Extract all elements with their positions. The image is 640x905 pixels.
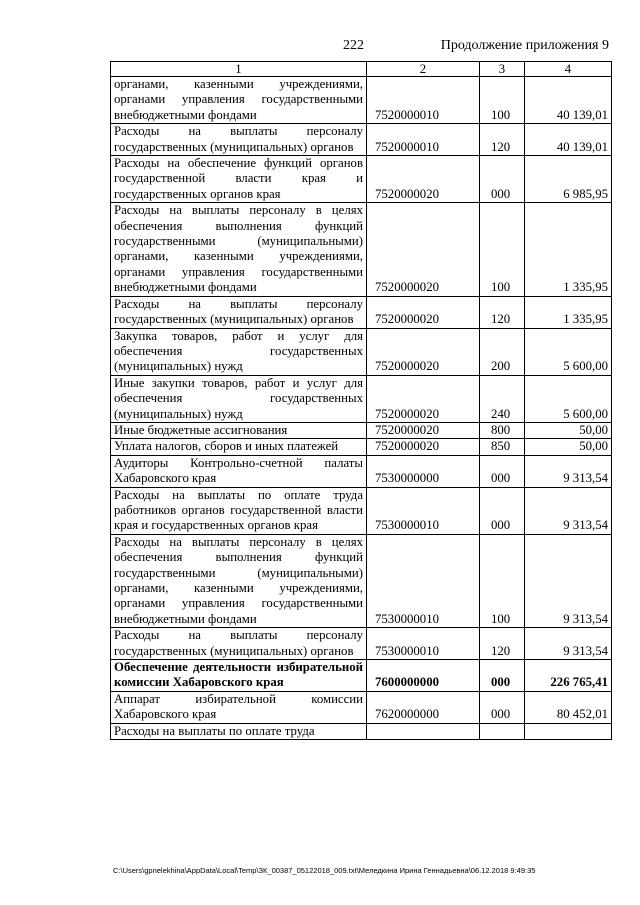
row-description: Уплата налогов, сборов и иных платежей [111, 439, 367, 455]
row-expense-type: 000 [480, 660, 525, 692]
row-target-code: 7520000020 [367, 296, 480, 328]
row-amount [525, 723, 612, 739]
row-description: Расходы на выплаты по оплате труда [111, 723, 367, 739]
row-amount: 1 335,95 [525, 203, 612, 296]
row-target-code: 7520000010 [367, 124, 480, 156]
row-expense-type: 120 [480, 628, 525, 660]
row-amount: 1 335,95 [525, 296, 612, 328]
row-amount: 40 139,01 [525, 124, 612, 156]
row-amount: 50,00 [525, 422, 612, 438]
table-row [111, 77, 612, 124]
row-target-code: 7520000020 [367, 203, 480, 296]
column-header: 2 [367, 62, 480, 77]
row-expense-type: 100 [480, 77, 525, 124]
table-row [111, 124, 612, 156]
table-row [111, 455, 612, 487]
row-target-code: 7530000010 [367, 628, 480, 660]
row-expense-type: 850 [480, 439, 525, 455]
row-target-code: 7530000010 [367, 487, 480, 534]
table-row [111, 156, 612, 203]
row-expense-type: 000 [480, 156, 525, 203]
row-description: органами, казенными учреждениями, органами управления государственными внебюджетными фондами [111, 77, 367, 124]
row-amount: 9 313,54 [525, 455, 612, 487]
row-target-code: 7520000020 [367, 422, 480, 438]
row-expense-type [480, 723, 525, 739]
table-row [111, 203, 612, 296]
column-header: 3 [480, 62, 525, 77]
table-row [111, 628, 612, 660]
table-row [111, 296, 612, 328]
row-amount: 9 313,54 [525, 534, 612, 627]
row-amount: 9 313,54 [525, 487, 612, 534]
row-description: Расходы на выплаты персоналу в целях обеспечения выполнения функций государственными (муниципальными) органами, казенными учреждениями, органами управления государственными внебюджетными фондами [111, 203, 367, 296]
table-body [111, 77, 612, 740]
row-target-code: 7530000000 [367, 455, 480, 487]
row-target-code [367, 723, 480, 739]
table-row [111, 375, 612, 422]
row-target-code: 7520000020 [367, 375, 480, 422]
row-target-code: 7520000020 [367, 328, 480, 375]
row-amount: 5 600,00 [525, 375, 612, 422]
budget-table [110, 61, 612, 740]
row-target-code: 7620000000 [367, 691, 480, 723]
row-expense-type: 200 [480, 328, 525, 375]
column-header: 1 [111, 62, 367, 77]
table-row [111, 439, 612, 455]
row-expense-type: 120 [480, 124, 525, 156]
row-description: Обеспечение деятельности избирательной комиссии Хабаровского края [111, 660, 367, 692]
row-description: Расходы на выплаты персоналу государственных (муниципальных) органов [111, 124, 367, 156]
row-amount: 80 452,01 [525, 691, 612, 723]
row-target-code: 7530000010 [367, 534, 480, 627]
table-header-row [111, 62, 612, 77]
file-path-footer: C:\Users\gpnelekhina\AppData\Local\Temp\ЗК_00387_05122018_009.txt\Меледкина Ирина Геннадьевна\06.12.2018 9:49:35 [113, 866, 536, 875]
row-amount: 9 313,54 [525, 628, 612, 660]
row-amount: 50,00 [525, 439, 612, 455]
row-description: Расходы на выплаты по оплате труда работников органов государственной власти края и государственных органов края [111, 487, 367, 534]
row-expense-type: 000 [480, 455, 525, 487]
column-header: 4 [525, 62, 612, 77]
row-expense-type: 100 [480, 203, 525, 296]
row-description: Иные бюджетные ассигнования [111, 422, 367, 438]
row-expense-type: 240 [480, 375, 525, 422]
table-row [111, 534, 612, 627]
row-description: Закупка товаров, работ и услуг для обеспечения государственных (муниципальных) нужд [111, 328, 367, 375]
row-expense-type: 120 [480, 296, 525, 328]
row-description: Расходы на выплаты персоналу в целях обеспечения выполнения функций государственными (муниципальными) органами, казенными учреждениями, органами управления государственными внебюджетными фондами [111, 534, 367, 627]
row-description: Иные закупки товаров, работ и услуг для обеспечения государственных (муниципальных) нужд [111, 375, 367, 422]
row-expense-type: 000 [480, 691, 525, 723]
table-row [111, 660, 612, 692]
table-row [111, 723, 612, 739]
row-expense-type: 800 [480, 422, 525, 438]
row-description: Расходы на выплаты персоналу государственных (муниципальных) органов [111, 296, 367, 328]
row-amount: 5 600,00 [525, 328, 612, 375]
row-target-code: 7520000020 [367, 156, 480, 203]
row-description: Аппарат избирательной комиссии Хабаровского края [111, 691, 367, 723]
page-number: 222 [343, 38, 364, 53]
continuation-title: Продолжение приложения 9 [440, 38, 609, 53]
table-row [111, 691, 612, 723]
row-target-code: 7520000010 [367, 77, 480, 124]
table-row [111, 422, 612, 438]
row-expense-type: 100 [480, 534, 525, 627]
row-description: Расходы на выплаты персоналу государственных (муниципальных) органов [111, 628, 367, 660]
row-target-code: 7600000000 [367, 660, 480, 692]
table-row [111, 328, 612, 375]
row-expense-type: 000 [480, 487, 525, 534]
row-description: Расходы на обеспечение функций органов государственной власти края и государственных органов края [111, 156, 367, 203]
row-amount: 226 765,41 [525, 660, 612, 692]
row-target-code: 7520000020 [367, 439, 480, 455]
table-row [111, 487, 612, 534]
row-description: Аудиторы Контрольно-счетной палаты Хабаровского края [111, 455, 367, 487]
row-amount: 40 139,01 [525, 77, 612, 124]
row-amount: 6 985,95 [525, 156, 612, 203]
